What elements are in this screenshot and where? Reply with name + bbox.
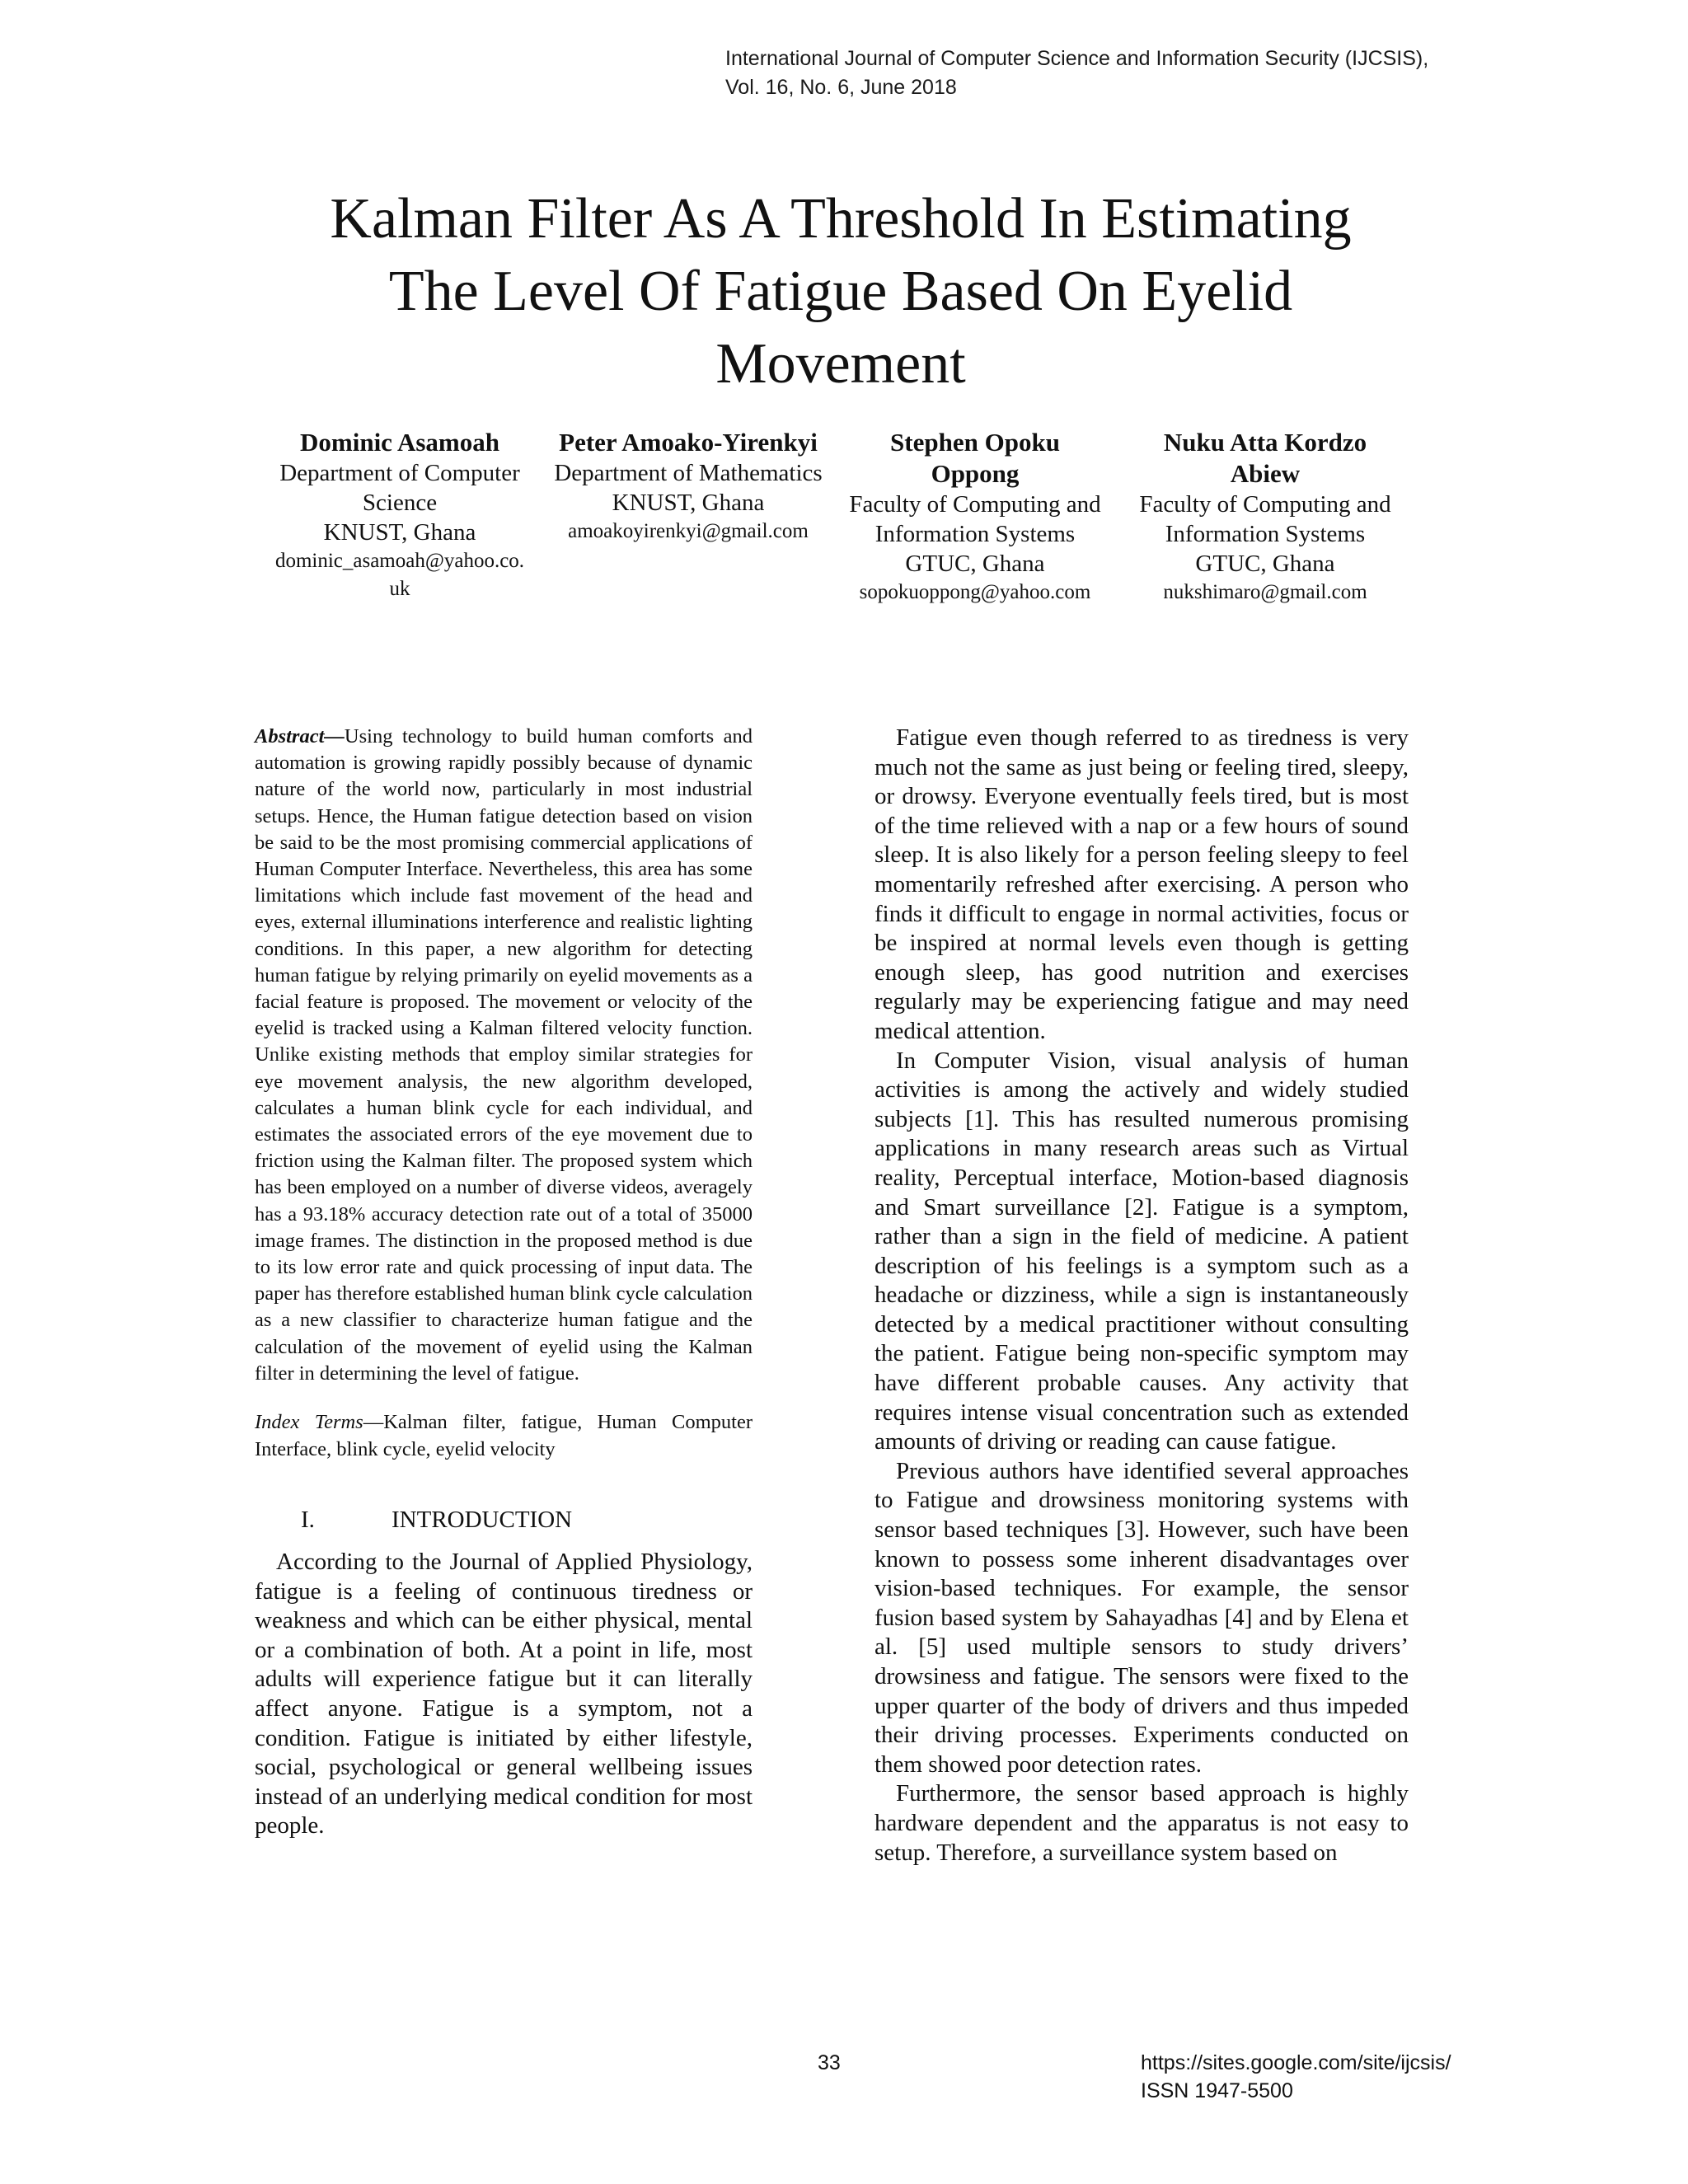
author-affiliation: GTUC, Ghana xyxy=(1195,551,1335,577)
body-paragraph: Fatigue even though referred to as tiredness is very much not the same as just being or feeling tired, sleepy, or drowsy. Everyone eventually feels tired, but is most of the time relieved with a nap or a few hours of sound sleep. It is also likely for a person feeling sleepy to feel momentarily refreshed after exercising. A person who finds it difficult to engage in normal activities, focus or be inspired at normal levels even though is getting enough sleep, has good nutrition and exercises regularly may be experiencing fatigue and may need medical attention. xyxy=(874,724,1409,1044)
author-affiliation: Department of Computer xyxy=(279,460,520,486)
author-email: nukshimaro@gmail.com xyxy=(1163,581,1367,603)
author-email: amoakoyirenkyi@gmail.com xyxy=(568,520,809,542)
abstract xyxy=(255,724,753,1387)
body-paragraph: Previous authors have identified several approaches to Fatigue and drowsiness monitoring systems with sensor based techniques [3]. However, such have been known to possess some inherent disadvantages over vision-based techniques. For example, the sensor fusion based system by Sahayadhas [4] and by Elena et al. [5] used multiple sensors to study drivers’ drowsiness and fatigue. The sensors were fixed to the upper quarter of the body of drivers and thus impeded their driving processes. Experiments conducted on them showed poor detection rates. xyxy=(874,1457,1409,1778)
abstract-label: Abstract— xyxy=(255,725,345,748)
paper-title xyxy=(206,183,1475,401)
author-email: dominic_asamoah@yahoo.co. xyxy=(274,550,525,572)
section-heading-introduction xyxy=(255,1505,753,1535)
author-email: sopokuoppong@yahoo.com xyxy=(859,581,1091,603)
author-name: Nuku Atta Kordzo xyxy=(1163,428,1367,457)
index-terms-label: Index Terms xyxy=(255,1411,363,1434)
section-title: INTRODUCTION xyxy=(392,1507,573,1534)
author-affiliation: Faculty of Computing and xyxy=(849,491,1101,518)
body-paragraph: According to the Journal of Applied Physiology, fatigue is a feeling of continuous tiredness or weakness and which can be either physical, mental or a combination of both. At a point in life, most adults will experience fatigue but it can literally affect anyone. Fatigue is a symptom, not a condition. Fatigue is initiated by either lifestyle, social, psychological or general wellbeing issues instead of an underlying medical condition for most people. xyxy=(255,1549,753,1840)
paper-title-line-2: The Level Of Fatigue Based On Eyelid xyxy=(388,260,1293,323)
author-name: Stephen Opoku xyxy=(890,428,1060,457)
author-affiliation: Information Systems xyxy=(874,521,1076,547)
journal-url-link[interactable]: https://sites.google.com/site/ijcsis/ xyxy=(1141,2051,1451,2074)
left-column xyxy=(255,724,753,1841)
author-affiliation: KNUST, Ghana xyxy=(323,519,476,546)
body-paragraph: In Computer Vision, visual analysis of human activities is among the actively and widely studied subjects [1]. This has resulted numerous promising applications in many research areas such as Virtual reality, Perceptual interface, Motion-based diagnosis and Smart surveillance [2]. Fatigue is a symptom, rather than a sign in the field of medicine. A patient description of his feelings is a symptom such as a headache or dizziness, while a sign is instantaneously detected by a medical practitioner without consulting the patient. Fatigue being non-specific symptom may have different probable causes. Any activity that requires intense visual concentration such as extended amounts of driving or reading can cause fatigue. xyxy=(874,1047,1409,1455)
author-block-2 xyxy=(540,427,837,546)
author-block-1 xyxy=(251,427,548,603)
author-affiliation: Information Systems xyxy=(1165,521,1366,547)
author-block-3 xyxy=(831,427,1119,607)
author-name: Peter Amoako-Yirenkyi xyxy=(559,428,818,457)
abstract-text: Using technology to build human comforts and automation is growing rapidly possibly because of dynamic nature of the world now, particularly in most industrial setups. Hence, the Human fatigue detection based on vision be said to be the most promising commercial applications of Human Computer Interface. Nevertheless, this area has some limitations which include fast movement of the head and eyes, external illuminations interference and realistic lighting conditions. In this paper, a new algorithm for detecting human fatigue by relying primarily on eyelid movements as a facial feature is proposed. The movement or velocity of the eyelid is tracked using a Kalman filtered velocity function. Unlike existing methods that employ similar strategies for eye movement analysis, the new algorithm developed, calculates a human blink cycle for each individual, and estimates the associated errors of the eye movement due to friction using the Kalman filter. The proposed system which has been employed on a number of diverse videos, averagely has a 93.18% accuracy detection rate out of a total of 35000 image frames. The distinction in the proposed method is due to its low error rate and quick processing of input data. The paper has therefore established human blink cycle calculation as a new classifier to characterize human fatigue and the calculation of the movement of eyelid using the Kalman filter in determining the level of fatigue. xyxy=(255,725,753,1385)
page-footer-info xyxy=(1141,2049,1451,2105)
journal-header-line-2: Vol. 16, No. 6, June 2018 xyxy=(725,76,957,99)
journal-header-line-1: International Journal of Computer Science and Information Security (IJCSIS), xyxy=(725,47,1429,70)
author-block-4 xyxy=(1121,427,1409,607)
journal-header xyxy=(725,45,1550,102)
author-name: Dominic Asamoah xyxy=(300,428,499,457)
right-column xyxy=(874,724,1409,1868)
paper-title-line-3: Movement xyxy=(715,332,966,396)
author-email: uk xyxy=(389,578,410,600)
author-name: Oppong xyxy=(931,459,1020,488)
body-paragraph: Furthermore, the sensor based approach is highly hardware dependent and the apparatus is not easy to setup. Therefore, a surveillance system based on xyxy=(874,1780,1409,1866)
author-affiliation: GTUC, Ghana xyxy=(905,551,1045,577)
page-number: 33 xyxy=(818,2051,841,2074)
author-affiliation: KNUST, Ghana xyxy=(612,490,765,516)
index-terms-text: —Kalman filter, fatigue, Human Computer Interface, blink cycle, eyelid velocity xyxy=(255,1411,753,1461)
index-terms xyxy=(255,1408,753,1463)
issn-label: ISSN 1947-5500 xyxy=(1141,2079,1293,2102)
paper-title-line-1: Kalman Filter As A Threshold In Estimating xyxy=(330,187,1352,251)
section-number: I. xyxy=(301,1507,315,1534)
author-affiliation: Faculty of Computing and xyxy=(1139,491,1391,518)
author-affiliation: Department of Mathematics xyxy=(554,460,823,486)
author-name: Abiew xyxy=(1230,459,1301,488)
author-affiliation: Science xyxy=(362,490,438,516)
